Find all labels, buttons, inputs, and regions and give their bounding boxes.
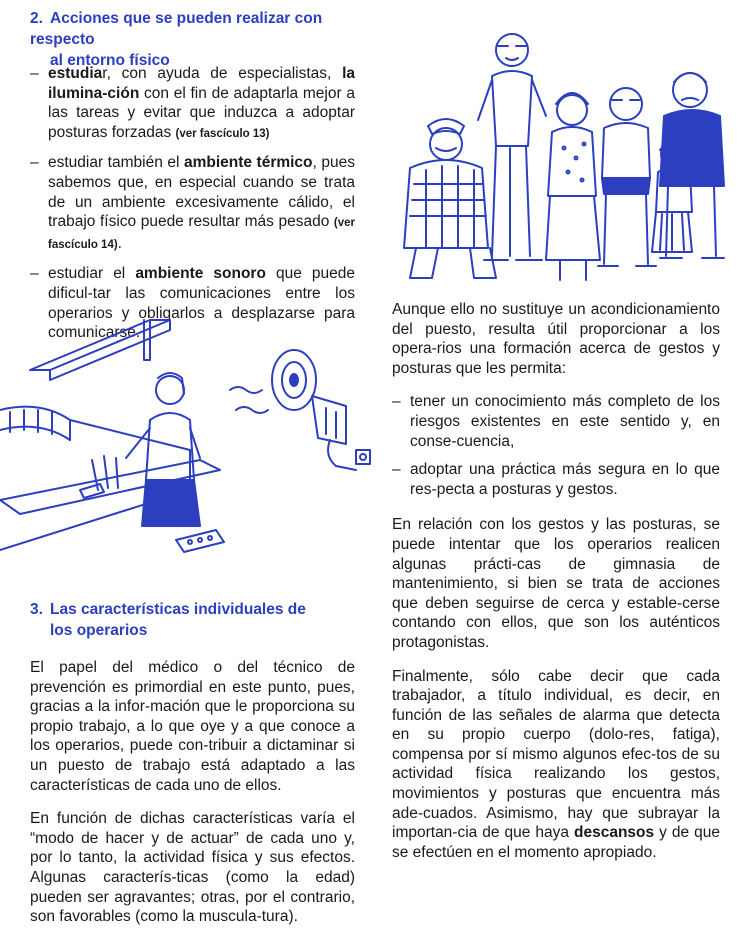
bold-term: estudia (48, 65, 103, 82)
bullet-text: con el fin de adaptarla mejor a las tareas y evitar que induzca a adoptar posturas forzadas (48, 84, 355, 141)
list-item (30, 64, 355, 144)
bold-term: ambiente sonoro (135, 265, 266, 283)
paragraph: En función de dichas características varía el “modo de hacer y de actuar” de cada uno y, por lo tanto, la actividad física y sus efectos. Algunas caracterís-ticas (como la edad) pueden ser agravantes; otras, por el contrario, son favorables (como la muscula-tura). (30, 810, 355, 926)
section-3-text (30, 658, 355, 941)
paragraph: El papel del médico o del técnico de prevención es primordial en este punto, pues, gracias a la infor-mación que le proporciona su propio trabajo, a lo que oye y a que conoce a los operarios, puede con-tribuir a dictaminar si un puesto de trabajo está adaptado a las características de cada uno de ellos. (30, 659, 355, 794)
bullet-text: estudiar el (48, 265, 136, 283)
section-3-title-line1: Las características individuales de (50, 601, 306, 618)
fascicle-reference: (ver fascículo 14) (48, 217, 355, 251)
section-3-title-line2: los operarios (50, 622, 148, 639)
bullet-dash: – (30, 154, 39, 172)
section-2-title-line1: Acciones que se pueden realizar con respecto (30, 10, 323, 48)
bold-term: ambiente térmico (183, 154, 313, 172)
bullet-text: adoptar una práctica más segura en lo que res-pecta a posturas y gestos. (410, 461, 720, 498)
workshop-illustration (0, 300, 385, 580)
bullet-text: , pues sabemos que, en especial cuando se trata de un ambiente excesivamente cálido, el trabajo físico puede resultar más pesado (48, 154, 355, 231)
list-item (30, 153, 355, 255)
section-2-title-line2: al entorno físico (50, 52, 170, 69)
section-2-heading (30, 8, 370, 71)
section-3-heading (30, 599, 370, 641)
bold-term: descansos (574, 824, 655, 842)
people-icon (380, 8, 740, 290)
bullet-dash: – (30, 265, 39, 283)
bullet-text: r, con ayuda de especialistas, (102, 65, 343, 82)
paragraph (392, 667, 720, 863)
section-2-number: 2. (30, 10, 43, 27)
workers-group-illustration (380, 8, 740, 290)
bullet-dash: – (30, 65, 39, 82)
bullet-text: tener un conocimiento más completo de los riesgos existentes en este sentido y, en conse-cuencia, (410, 393, 720, 450)
bullet-text: que puede dificul-tar las comunicaciones entre los operarios y obligarlos a desplazarse para comunicarse. (48, 265, 355, 342)
paragraph-text: y de que se efectúen en el momento apropiado. (392, 824, 720, 861)
machine-worker-icon (0, 300, 385, 580)
right-column-text (392, 300, 720, 876)
paragraph: Aunque ello no sustituye un acondicionamiento del puesto, resulta útil proporcionar a los opera-rios una formación acerca de gestos y posturas que les permita: (392, 301, 720, 377)
list-item (392, 392, 720, 451)
bold-term: la ilumina-ción (48, 65, 355, 102)
bullet-text: estudiar también el (48, 154, 184, 172)
paragraph: En relación con los gestos y las posturas, se puede intentar que los operarios realicen algunas prácti-cas de gimnasia de mantenimiento, si bien se trata de acciones que deben seguirse de cerca y estable-cerse contando con ellos, que son los auténticos protagonistas. (392, 516, 720, 651)
bullet-text: . (117, 234, 122, 252)
paragraph-text: Finalmente, sólo cabe decir que cada trabajador, a título individual, es decir, en función de las señales de alarma que detecta en su propio cuerpo (dolo-res, fatiga), compensa por sí mismo algunos efec-tos de su actividad física realizando los gestos, movimientos y posturas que encuentra más ade-cuados. Asimismo, hay que subrayar la importan-cia de que haya (392, 667, 720, 842)
fascicle-reference: (ver fascículo 13) (175, 127, 270, 140)
section-3-number: 3. (30, 601, 43, 618)
bullet-dash: – (392, 393, 401, 411)
list-item (392, 460, 720, 499)
bullet-dash: – (392, 461, 401, 479)
